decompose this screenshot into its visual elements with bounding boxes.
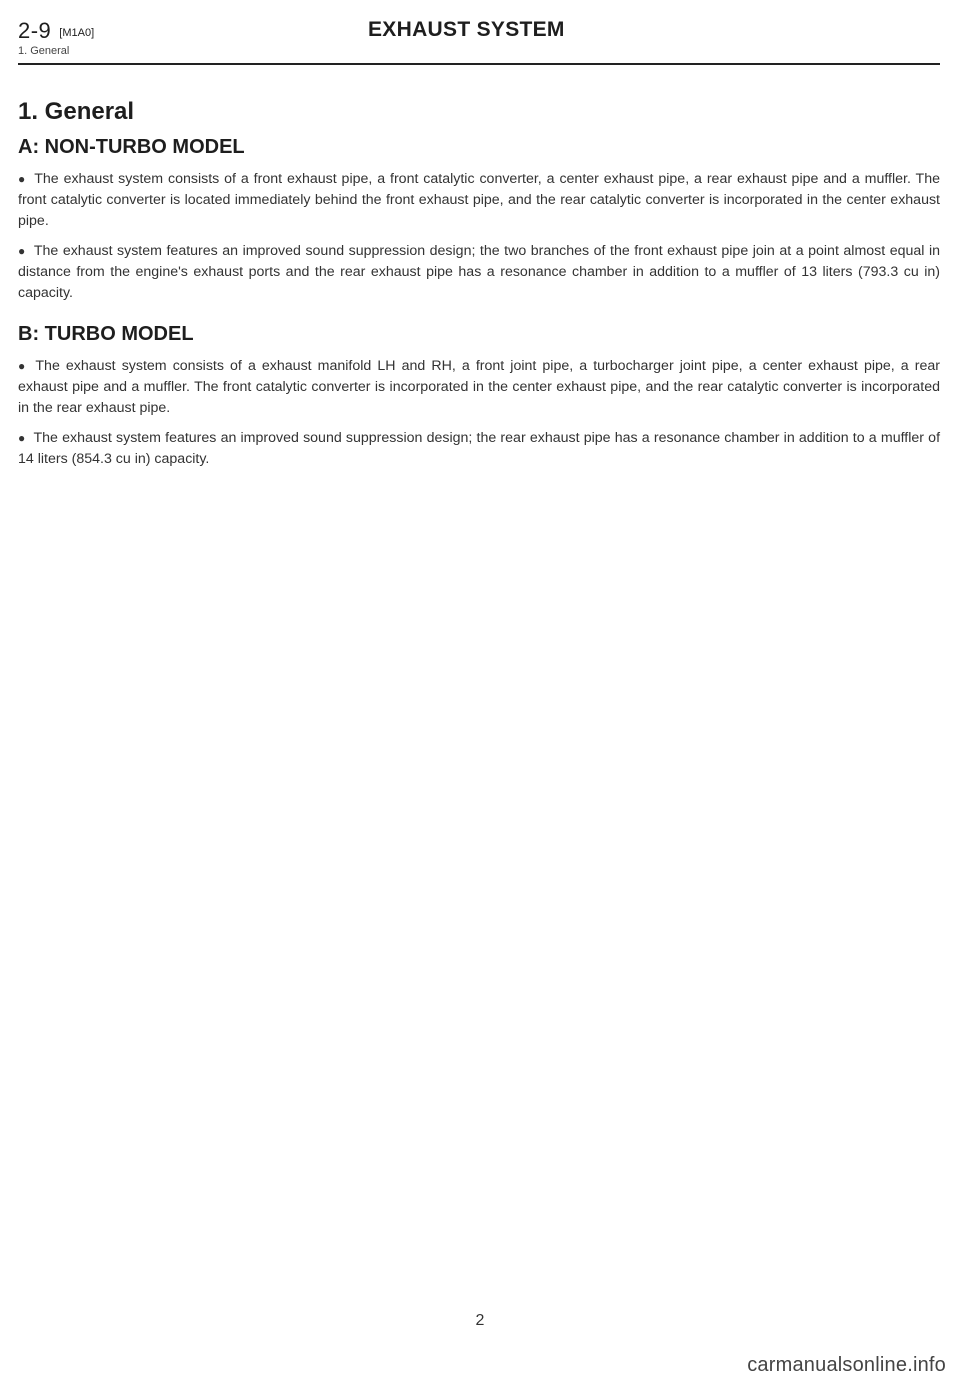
page-content (18, 98, 940, 479)
bullet-icon: ● (18, 359, 28, 373)
subsection-label: 1. General (18, 45, 70, 57)
bullet-icon: ● (18, 244, 26, 258)
heading-turbo-model: B: TURBO MODEL (18, 323, 194, 345)
section-title: 1. General (18, 98, 135, 125)
heading-non-turbo-model: A: NON-TURBO MODEL (18, 136, 245, 158)
bullet-text: The exhaust system consists of a exhaust manifold LH and RH, a front joint pipe, a turbocharger joint pipe, a center exhaust pipe, a rear exhaust pipe and a muffler. The front catalytic converter is incorporated in the center exhaust pipe, and the rear catalytic converter is incorporated in the rear exhaust pipe. (18, 358, 940, 416)
watermark: carmanualsonline.info (747, 1354, 946, 1376)
manual-code: [M1A0] (59, 27, 95, 39)
page-code: 2-9 (18, 18, 52, 43)
bullet-text: The exhaust system features an improved sound suppression design; the two branches of the front exhaust pipe join at a point almost equal in distance from the engine's exhaust ports and the rear exhaust pipe has a resonance chamber in addition to a muffler of 13 liters (793.3 cu in) capacity. (18, 243, 940, 301)
bullet-icon: ● (18, 172, 27, 186)
page-header (18, 18, 940, 57)
bullet-item (18, 356, 940, 419)
header-divider (18, 63, 940, 65)
bullet-text: The exhaust system features an improved sound suppression design; the rear exhaust pipe has a resonance chamber in addition to a muffler of 14 liters (854.3 cu in) capacity. (18, 430, 941, 467)
bullet-item (18, 428, 940, 470)
bullet-item (18, 169, 940, 232)
page-number: 2 (475, 1312, 485, 1329)
bullet-text: The exhaust system consists of a front exhaust pipe, a front catalytic converter, a center exhaust pipe, a rear exhaust pipe and a muffler. The front catalytic converter is located immediately behind the front exhaust pipe, and the rear catalytic converter is incorporated in the center exhaust pipe. (18, 171, 940, 229)
bullet-item (18, 241, 940, 304)
bullet-icon: ● (18, 431, 26, 445)
chapter-title: EXHAUST SYSTEM (368, 18, 565, 41)
